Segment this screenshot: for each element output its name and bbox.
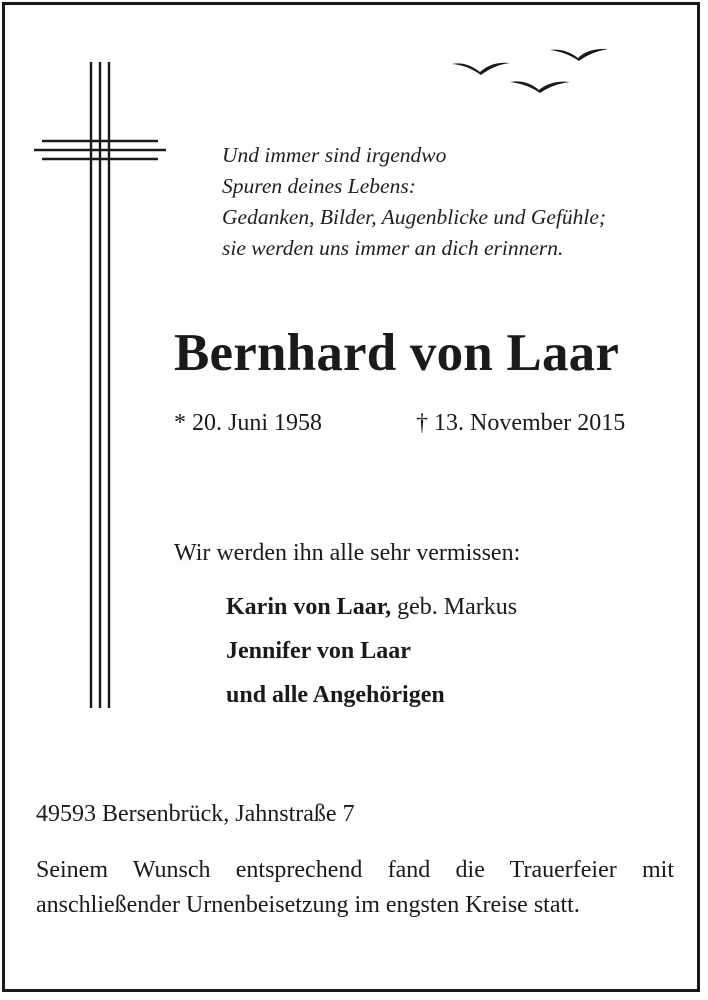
death-date: † 13. November 2015 [416,410,626,436]
mourner-entry [226,585,517,629]
quote-line: Gedanken, Bilder, Augenblicke und Gefühle; [222,205,607,229]
mourner-name: und alle Angehörigen [226,682,445,708]
mourner-name: Karin von Laar, [226,594,392,620]
cross-icon [34,62,166,708]
mourner-entry [226,673,517,717]
deceased-name: Bernhard von Laar [174,324,620,382]
quote-line: Und immer sind irgendwo [222,143,447,167]
quote-line: sie werden uns immer an dich erinnern. [222,236,564,260]
mourner-suffix: geb. Markus [391,594,518,620]
mourners-list [226,585,517,717]
family-address: 49593 Bersenbrück, Jahnstraße 7 [36,801,355,827]
funeral-notice: Seinem Wunsch entsprechend fand die Trauerfeier mit anschließender Urnenbeisetzung im engsten Kreise statt. [36,857,674,918]
mourner-name: Jennifer von Laar [226,638,411,664]
memorial-quote [222,140,662,264]
birds-icon [450,44,612,100]
birth-date: * 20. Juni 1958 [174,410,323,436]
mourner-entry [226,629,517,673]
mourners-intro: Wir werden ihn alle sehr vermissen: [174,540,521,566]
quote-line: Spuren deines Lebens: [222,174,416,198]
